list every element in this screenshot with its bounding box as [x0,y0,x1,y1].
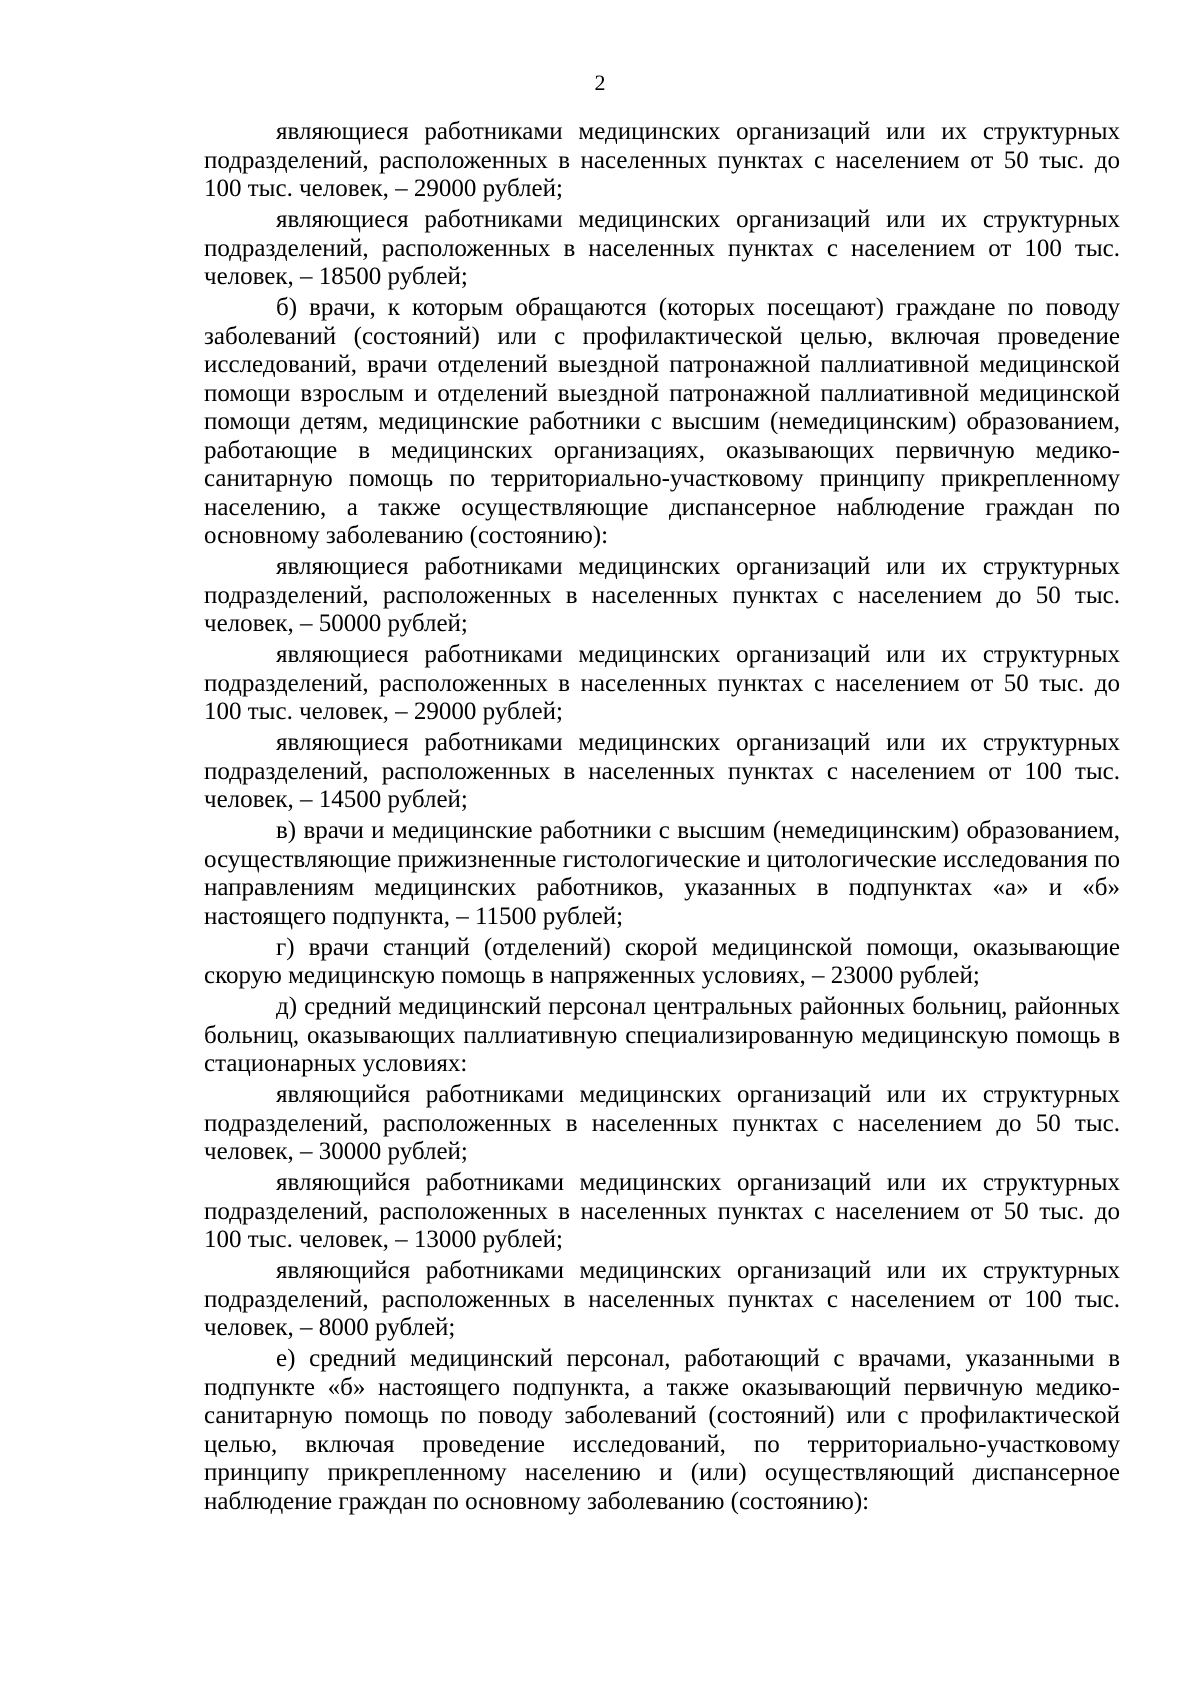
page-number: 2 [594,70,606,95]
paragraph-10: являющийся работниками медицинских организаций или их структурных подразделений, расположенных в населенных пунктах с населением до 50 тыс. человек, – 30000 рублей; [204,1081,1120,1165]
paragraph-8: г) врачи станций (отделений) скорой медицинской помощи, оказывающие скорую медицинскую помощь в напряженных условиях, – 23000 рублей; [204,933,1120,989]
paragraph-5: являющиеся работниками медицинских организаций или их структурных подразделений, расположенных в населенных пунктах с населением от 50 тыс. до 100 тыс. человек, – 29000 рублей; [204,641,1120,725]
paragraph-1: являющиеся работниками медицинских организаций или их структурных подразделений, расположенных в населенных пунктах с населением от 50 тыс. до 100 тыс. человек, – 29000 рублей; [204,118,1120,202]
paragraph-4: являющиеся работниками медицинских организаций или их структурных подразделений, расположенных в населенных пунктах с населением до 50 тыс. человек, – 50000 рублей; [204,553,1120,637]
paragraph-3: б) врачи, к которым обращаются (которых посещают) граждане по поводу заболеваний (состояний) или с профилактической целью, включая проведение исследований, врачи отделений выездной патронажной паллиативной медицинской помощи взрослым и отделений выездной патронажной паллиативной медицинской помощи детям, медицинские работники с высшим (немедицинским) образованием, работающие в медицинских организациях, оказывающих первичную медико-санитарную помощь по территориально-участковому принципу прикрепленному населению, а также осуществляющие диспансерное наблюдение граждан по основному заболеванию (состоянию): [204,294,1120,549]
paragraph-7: в) врачи и медицинские работники с высшим (немедицинским) образованием, осуществляющие прижизненные гистологические и цитологические исследования по направлениям медицинских работников, указанных в подпунктах «а» и «б» настоящего подпункта, – 11500 рублей; [204,817,1121,930]
paragraph-11: являющийся работниками медицинских организаций или их структурных подразделений, расположенных в населенных пунктах с населением от 50 тыс. до 100 тыс. человек, – 13000 рублей; [204,1169,1120,1253]
paragraph-2: являющиеся работниками медицинских организаций или их структурных подразделений, расположенных в населенных пунктах с населением от 100 тыс. человек, – 18500 рублей; [204,206,1120,290]
document-body [204,118,1120,1519]
paragraph-6: являющиеся работниками медицинских организаций или их структурных подразделений, расположенных в населенных пунктах с населением от 100 тыс. человек, – 14500 рублей; [204,729,1120,813]
paragraph-9: д) средний медицинский персонал центральных районных больниц, районных больниц, оказывающих паллиативную специализированную медицинскую помощь в стационарных условиях: [204,993,1120,1077]
paragraph-13: е) средний медицинский персонал, работающий с врачами, указанными в подпункте «б» настоящего подпункта, а также оказывающий первичную медико-санитарную помощь по поводу заболеваний (состояний) или с профилактической целью, включая проведение исследований, по территориально-участковому принципу прикрепленному населению и (или) осуществляющий диспансерное наблюдение граждан по основному заболеванию (состоянию): [204,1345,1120,1515]
paragraph-12: являющийся работниками медицинских организаций или их структурных подразделений, расположенных в населенных пунктах с населением от 100 тыс. человек, – 8000 рублей; [204,1257,1120,1341]
